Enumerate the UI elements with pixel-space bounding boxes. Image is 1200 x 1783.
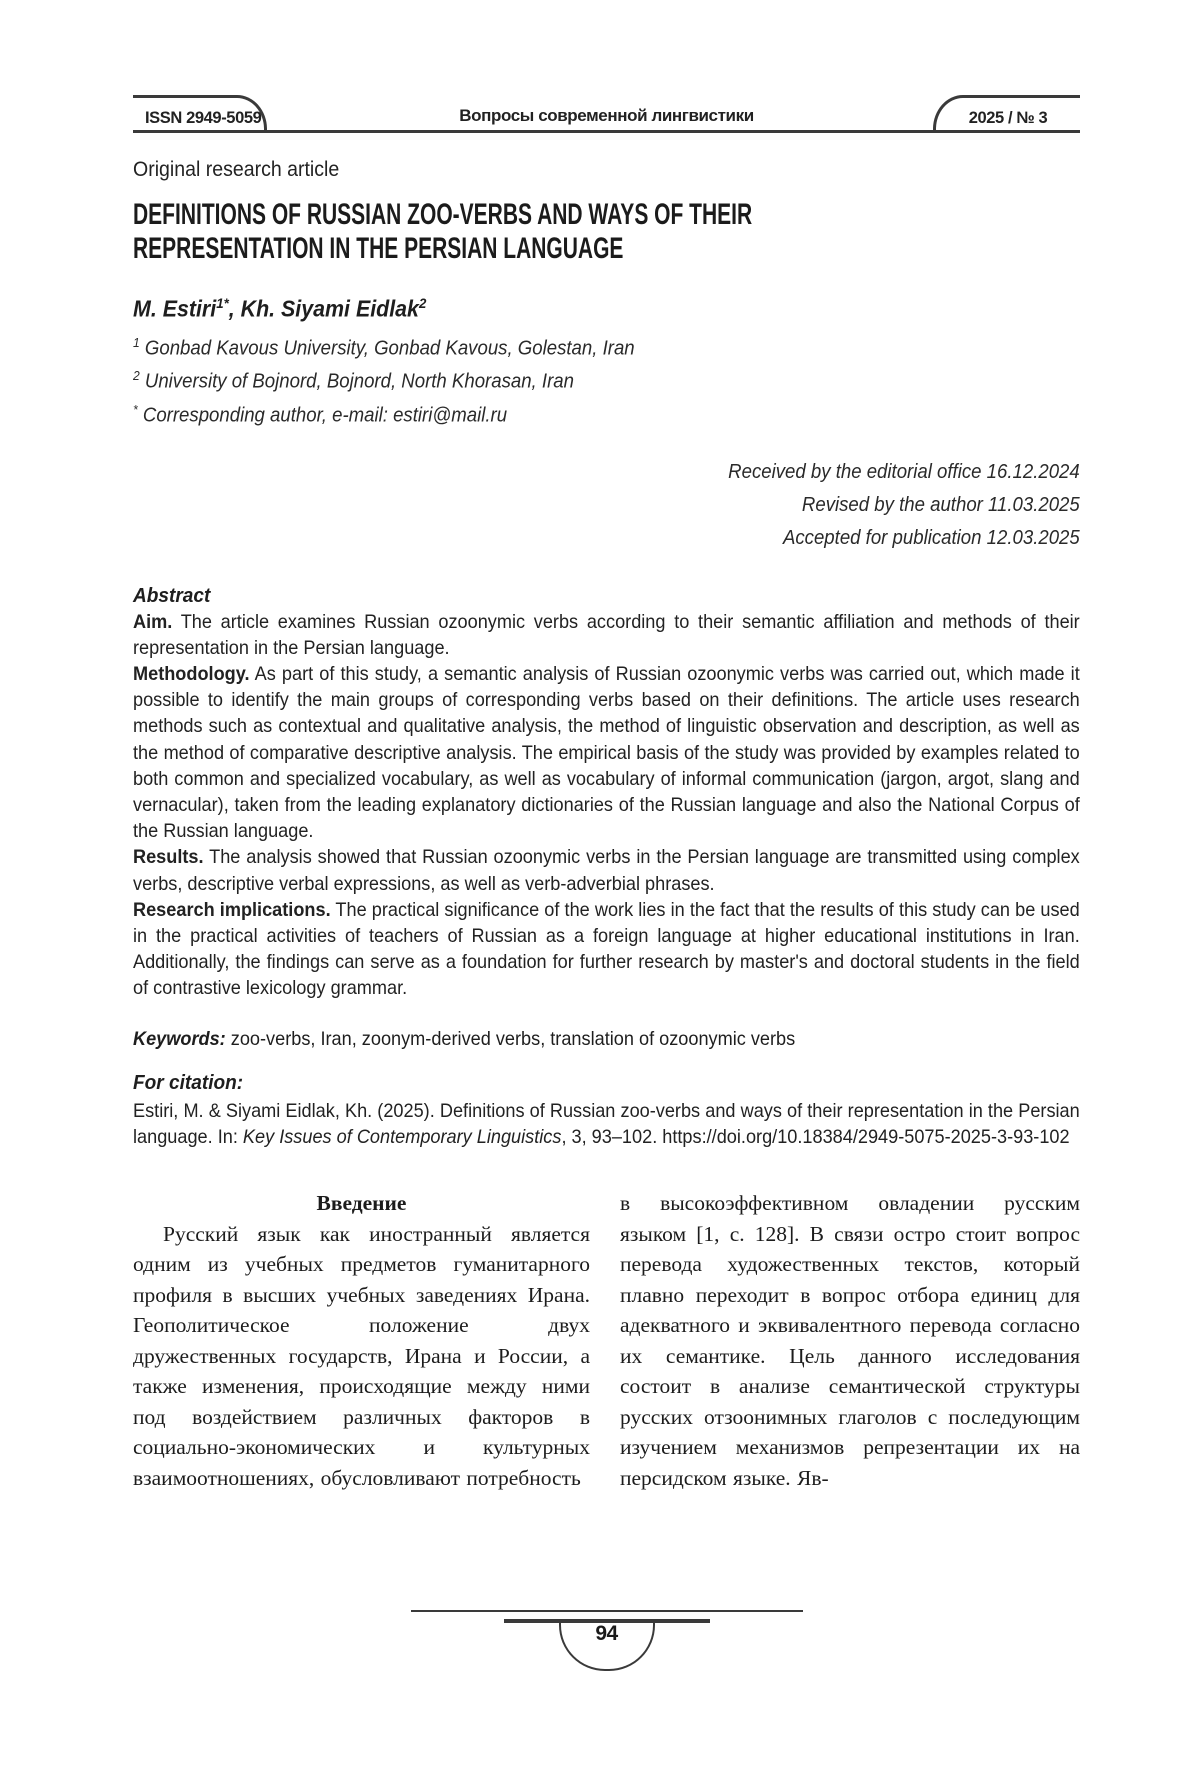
issn-label: ISSN 2949-5059 (145, 109, 262, 127)
abstract-research-implications-label: Research implications. (133, 898, 331, 921)
author-2-superscript: 2 (418, 296, 427, 312)
affiliation-2-text: University of Bojnord, Bojnord, North Khorasan, Iran (144, 370, 574, 393)
front-matter (133, 291, 1080, 1150)
affiliation-2-marker: 2 (133, 368, 140, 384)
keywords-label: Keywords: (133, 1027, 226, 1050)
received-date: Received by the editorial office 16.12.2024 (728, 460, 1080, 483)
abstract-aim-text: The article examines Russian ozoonymic verbs according to their semantic affiliation and methods of their representation in the Persian language. (133, 610, 1080, 659)
abstract-research-implications (133, 897, 1080, 1002)
page-number-arc (559, 1621, 655, 1671)
page-number: 94 (595, 1622, 618, 1645)
keywords-text: zoo-verbs, Iran, zoonym-derived verbs, translation of ozoonymic verbs (225, 1027, 796, 1050)
abstract-heading: Abstract (133, 583, 211, 607)
author-1-superscript: 1* (216, 296, 229, 312)
author-2-name: Kh. Siyami Eidlak (240, 295, 419, 322)
issue-tab (933, 95, 1080, 133)
article-title-line-2: REPRESENTATION IN THE PERSIAN LANGUAGE (133, 232, 624, 265)
affiliation-1-text: Gonbad Kavous University, Gonbad Kavous, Golestan, Iran (144, 337, 635, 360)
article-type-label: Original research article (133, 158, 340, 181)
intro-left-column (133, 1188, 590, 1493)
keywords-line (133, 1026, 1080, 1052)
abstract-research-implications-text: The practical significance of the work lies in the fact that the results of this study can be used in the practical activities of teachers of Russian as a foreign language at higher educational institutions in Iran. Additionally, the findings can serve as a foundation for further research by master's and doctoral students in the field of contrastive lexicology grammar. (133, 898, 1080, 1000)
author-1-name: M. Estiri (133, 295, 217, 322)
footer-rule-long (411, 1610, 803, 1612)
authors-line (133, 291, 1080, 323)
affiliation-2 (133, 362, 1080, 396)
abstract-aim (133, 609, 1080, 661)
issue-label: 2025 / № 3 (968, 109, 1048, 127)
affiliation-1 (133, 329, 1080, 363)
revised-date: Revised by the author 11.03.2025 (801, 493, 1080, 516)
citation-text (133, 1098, 1080, 1150)
corresponding-author-note (133, 396, 1080, 430)
intro-right-column (620, 1188, 1080, 1493)
abstract-methodology-label: Methodology. (133, 663, 250, 686)
page-header (133, 95, 1080, 133)
page-footer (133, 1610, 1080, 1671)
article-title-line-1: DEFINITIONS OF RUSSIAN ZOO-VERBS AND WAYS OF THEIR (133, 198, 753, 231)
citation-journal-name: Key Issues of Contemporary Linguistics (242, 1126, 562, 1149)
corresponding-author-text: Corresponding author, e-mail: estiri@mail.ru (142, 404, 508, 427)
introduction-heading: Введение (316, 1191, 407, 1216)
editorial-dates (133, 456, 1080, 555)
abstract-results-text: The analysis showed that Russian ozoonymic verbs in the Persian language are transmitted using complex verbs, descriptive verbal expressions, as well as verb-adverbial phrases. (133, 846, 1080, 895)
for-citation-heading: For citation: (133, 1070, 244, 1094)
abstract-aim-label: Aim. (133, 610, 173, 633)
abstract-methodology (133, 661, 1080, 844)
citation-pre: Estiri, M. & Siyami Eidlak, Kh. (2025). Definitions of Russian zoo-verbs and ways of their representation in the Persian language. In: (133, 1099, 1080, 1149)
article-title (133, 198, 1080, 266)
intro-right-paragraph: в высокоэффективном овладении русским языком [1, с. 128]. В связи остро стоит вопрос перевода художественных текстов, который плавно переходит в вопрос отбора единиц для адекватного и эквивалентного перевода согласно их семантике. Цель данного исследования состоит в анализе семантической структуры русских отзоонимных глаголов с последующим изучением механизмов репрезентации их на персидском языке. Яв- (620, 1191, 1080, 1490)
accepted-date: Accepted for publication 12.03.2025 (782, 526, 1080, 549)
abstract-methodology-text: As part of this study, a semantic analysis of Russian ozoonymic verbs was carried out, which made it possible to identify the main groups of corresponding verbs based on their definitions. The article uses research methods such as contextual and qualitative analysis, the method of linguistic observation and description, as well as the method of comparative descriptive analysis. The empirical basis of the study was provided by examples related to both common and specialized vocabulary, as well as vocabulary of informal communication (jargon, argot, slang and vernacular), taken from the leading explanatory dictionaries of the Russian language and also the National Corpus of the Russian language. (133, 663, 1080, 843)
affiliations (133, 329, 1080, 430)
abstract-results-label: Results. (133, 846, 204, 869)
affiliation-1-marker: 1 (133, 334, 140, 350)
citation-post: , 3, 93–102. https://doi.org/10.18384/2949-5075-2025-3-93-102 (561, 1126, 1070, 1149)
abstract-results (133, 844, 1080, 896)
introduction-section (133, 1188, 1080, 1493)
authors-separator: , (228, 295, 241, 322)
corresponding-author-marker: * (133, 401, 138, 417)
intro-left-paragraph: Русский язык как иностранный является одним из учебных предметов гуманитарного профиля в высших учебных заведениях Ирана. Геополитическое положение двух дружественных государств, Ирана и России, а также изменения, происходящие между ними под воздействием различных факторов в социально-экономических и культурных взаимоотношениях, обусловливают потребность (133, 1221, 590, 1490)
journal-title: Вопросы современной лингвистики (459, 106, 754, 125)
